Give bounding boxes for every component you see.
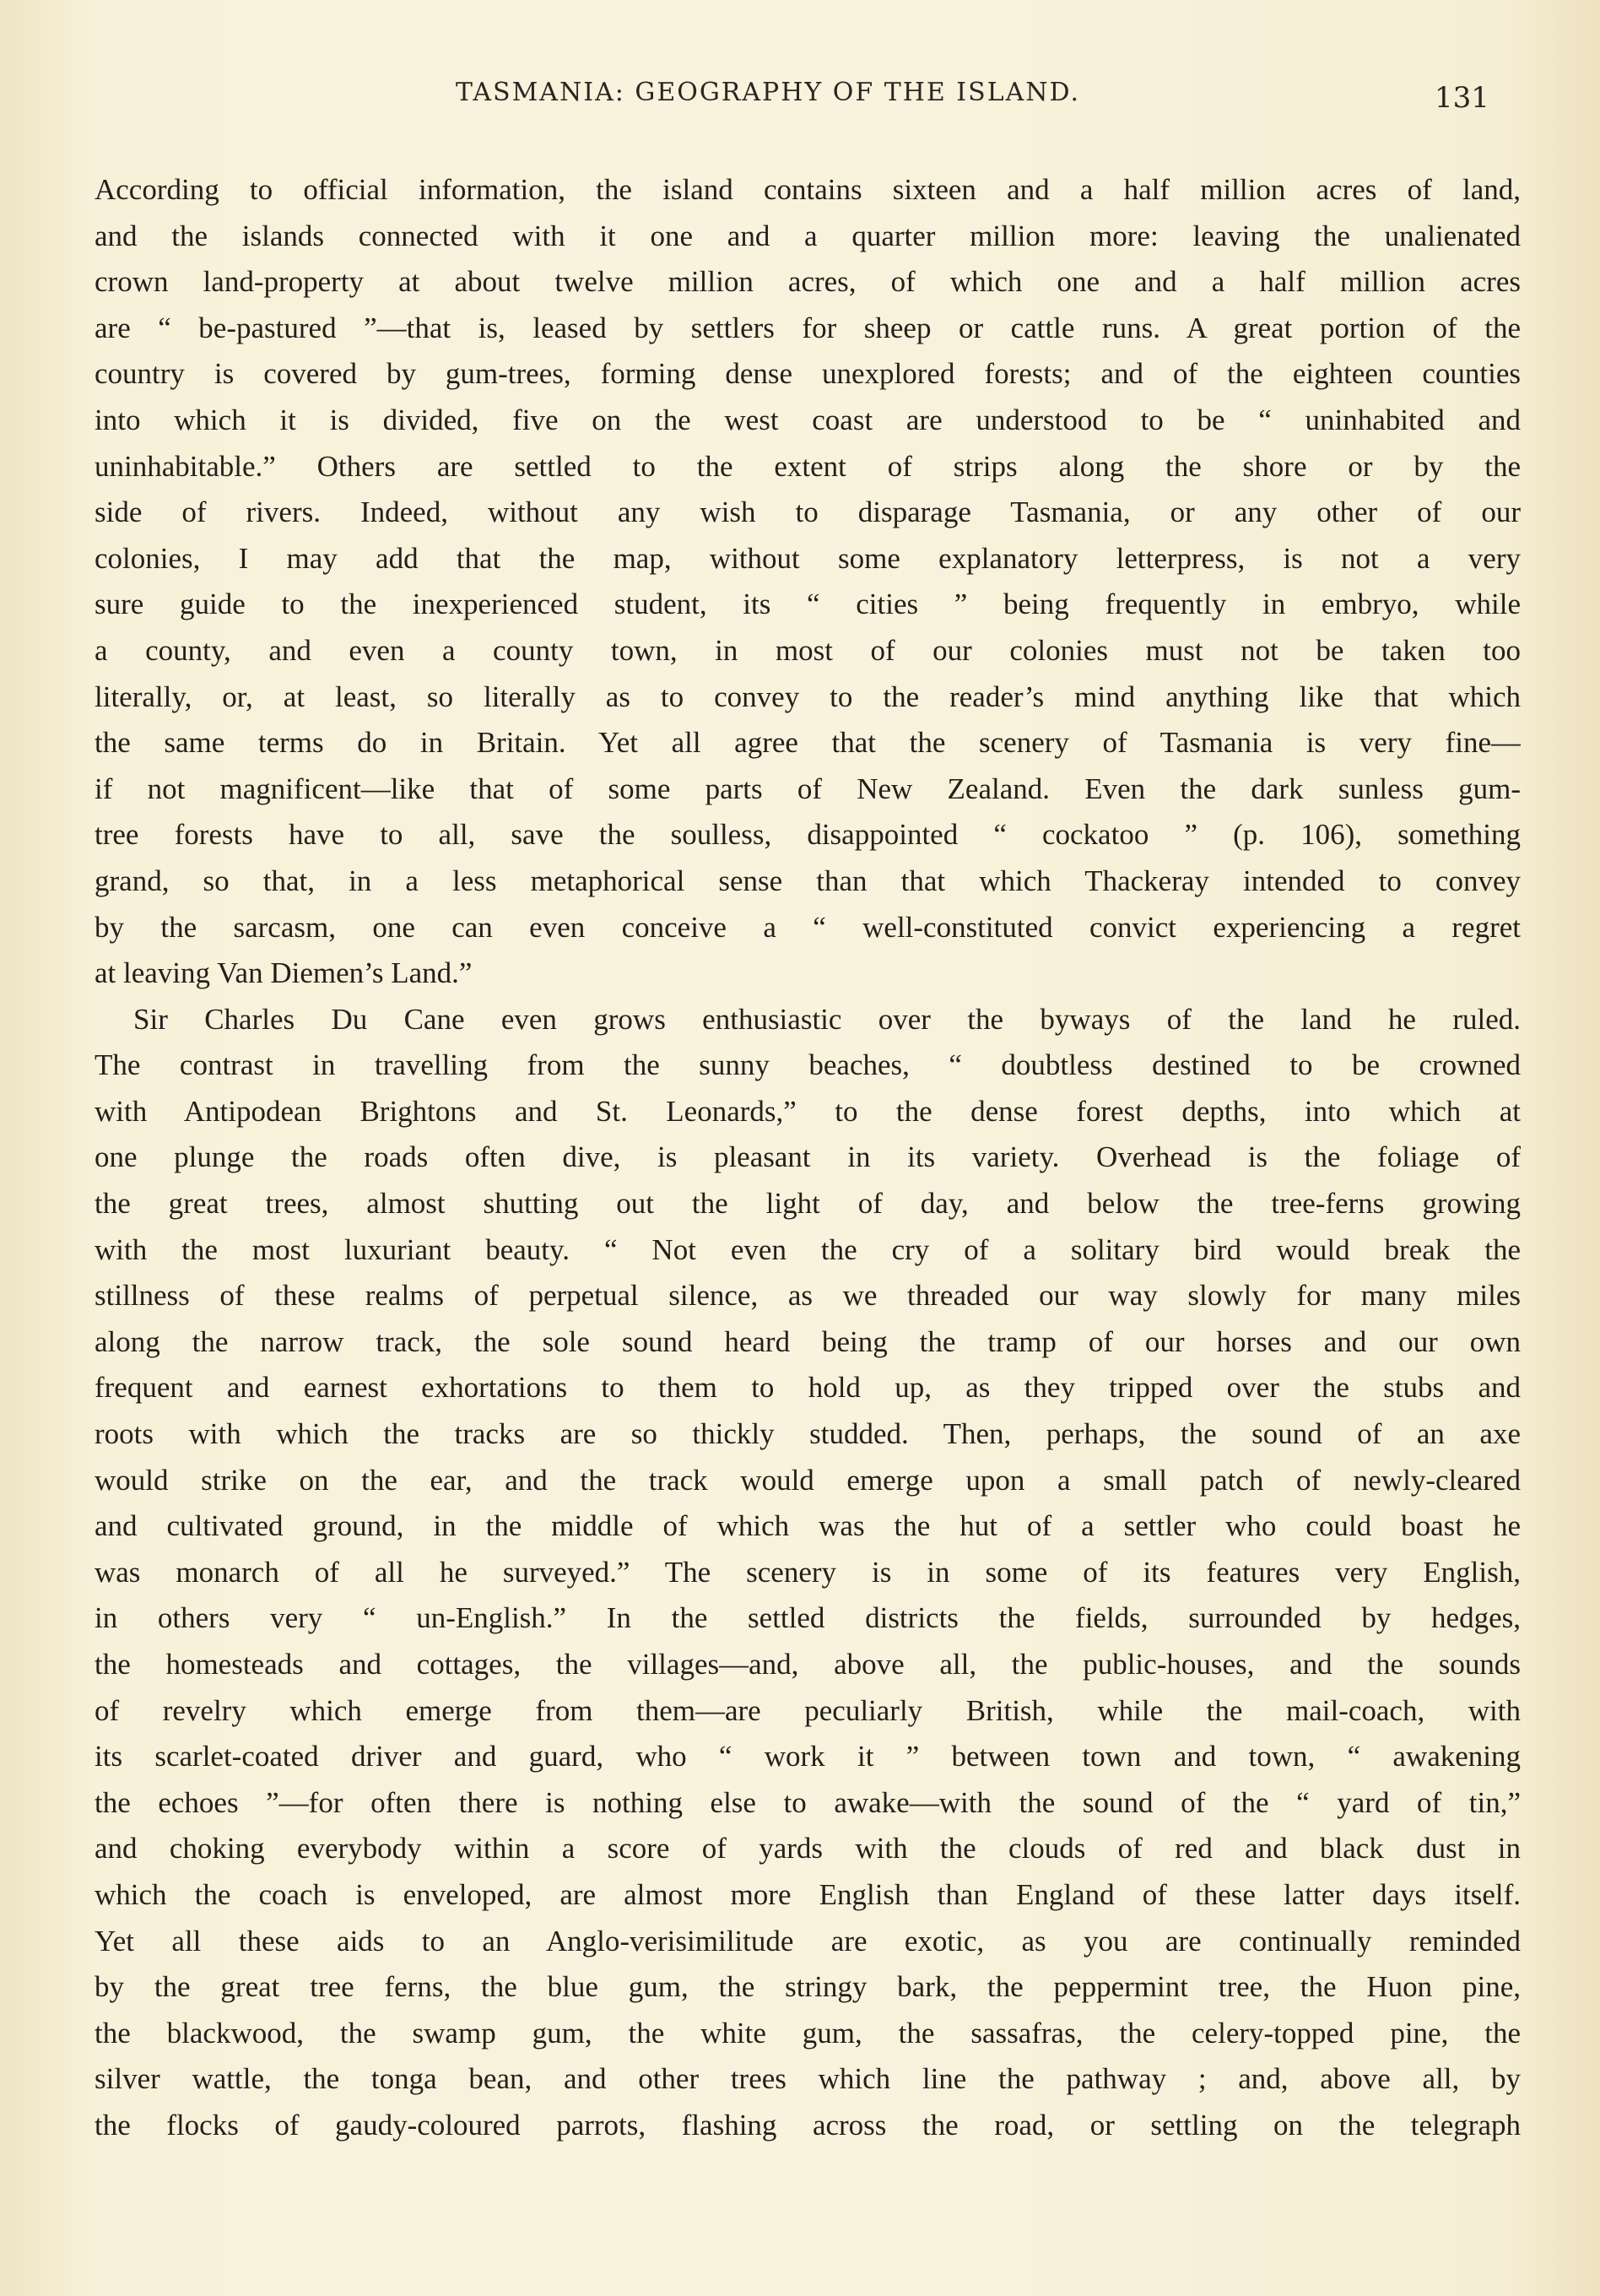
text-line: with Antipodean Brightons and St. Leonards,” to the dense forest depths, into which at xyxy=(95,1094,1521,1128)
text-line: into which it is divided, five on the west coast are understood to be “ uninhabited and xyxy=(95,403,1521,436)
paragraph-start-line: Sir Charles Du Cane even grows enthusiastic over the byways of the land he ruled. xyxy=(133,1002,1521,1036)
text-line: Yet all these aids to an Anglo-verisimilitude are exotic, as you are continually reminded xyxy=(95,1924,1521,1958)
text-line: by the great tree ferns, the blue gum, the stringy bark, the peppermint tree, the Huon pine, xyxy=(95,1970,1521,2004)
text-line: the great trees, almost shutting out the light of day, and below the tree-ferns growing xyxy=(95,1187,1521,1221)
running-title: TASMANIA: GEOGRAPHY OF THE ISLAND. xyxy=(456,78,1081,107)
text-line: and choking everybody within a score of yards with the clouds of red and black dust in xyxy=(95,1832,1521,1866)
text-line: was monarch of all he surveyed.” The scenery is in some of its features very English, xyxy=(95,1555,1521,1589)
text-line: the homesteads and cottages, the villages—and, above all, the public-houses, and the sounds xyxy=(95,1648,1521,1681)
text-line: frequent and earnest exhortations to them to hold up, as they tripped over the stubs and xyxy=(95,1371,1521,1405)
text-line: would strike on the ear, and the track would emerge upon a small patch of newly-cleared xyxy=(95,1463,1521,1497)
text-line: roots with which the tracks are so thickly studded. Then, perhaps, the sound of an axe xyxy=(95,1417,1521,1451)
text-line: stillness of these realms of perpetual silence, as we threaded our way slowly for many miles xyxy=(95,1279,1521,1313)
paragraph-end-line: at leaving Van Diemen’s Land.” xyxy=(95,956,473,990)
text-line: silver wattle, the tonga bean, and other trees which line the pathway ; and, above all, by xyxy=(95,2062,1521,2096)
text-line: are “ be-pastured ”—that is, leased by settlers for sheep or cattle runs. A great portion of the xyxy=(95,311,1521,344)
text-line: the blackwood, the swamp gum, the white gum, the sassafras, the celery-topped pine, the xyxy=(95,2016,1521,2050)
text-line: grand, so that, in a less metaphorical sense than that which Thackeray intended to convey xyxy=(95,864,1521,897)
text-line: in others very “ un-English.” In the settled districts the fields, surrounded by hedges, xyxy=(95,1601,1521,1635)
text-line: side of rivers. Indeed, without any wish to disparage Tasmania, or any other of our xyxy=(95,495,1521,529)
text-line: and cultivated ground, in the middle of which was the hut of a settler who could boast he xyxy=(95,1509,1521,1543)
text-line: sure guide to the inexperienced student, its “ cities ” being frequently in embryo, while xyxy=(95,588,1521,621)
text-line: tree forests have to all, save the soulless, disappointed “ cockatoo ” (p. 106), something xyxy=(95,818,1521,852)
text-line: literally, or, at least, so literally as to convey to the reader’s mind anything like that which xyxy=(95,680,1521,713)
text-line: of revelry which emerge from them—are peculiarly British, while the mail-coach, with xyxy=(95,1693,1521,1727)
page-number: 131 xyxy=(1435,81,1489,115)
text-line: if not magnificent—like that of some parts of New Zealand. Even the dark sunless gum- xyxy=(95,772,1521,805)
text-line: the echoes ”—for often there is nothing else to awake—with the sound of the “ yard of tin,” xyxy=(95,1785,1521,1819)
text-line: country is covered by gum-trees, forming dense unexplored forests; and of the eighteen counties xyxy=(95,357,1521,391)
text-line: the flocks of gaudy-coloured parrots, flashing across the road, or settling on the telegraph xyxy=(95,2108,1521,2142)
text-line: along the narrow track, the sole sound heard being the tramp of our horses and our own xyxy=(95,1324,1521,1358)
text-line: one plunge the roads often dive, is pleasant in its variety. Overhead is the foliage of xyxy=(95,1140,1521,1174)
running-header xyxy=(0,78,1600,120)
text-line: with the most luxuriant beauty. “ Not even the cry of a solitary bird would break the xyxy=(95,1232,1521,1266)
text-line: its scarlet-coated driver and guard, who “ work it ” between town and town, “ awakening xyxy=(95,1740,1521,1773)
text-line: crown land-property at about twelve million acres, of which one and a half million acres xyxy=(95,265,1521,299)
text-line: a county, and even a county town, in most of our colonies must not be taken too xyxy=(95,633,1521,667)
text-line: by the sarcasm, one can even conceive a “ well-constituted convict experiencing a regret xyxy=(95,910,1521,944)
text-line: and the islands connected with it one and a quarter million more: leaving the unalienated xyxy=(95,219,1521,252)
text-line: the same terms do in Britain. Yet all agree that the scenery of Tasmania is very fine— xyxy=(95,726,1521,760)
body-text xyxy=(95,167,1521,2149)
text-line: According to official information, the island contains sixteen and a half million acres of land, xyxy=(95,173,1521,206)
text-line: uninhabitable.” Others are settled to the extent of strips along the shore or by the xyxy=(95,449,1521,483)
text-line: which the coach is enveloped, are almost more English than England of these latter days itself. xyxy=(95,1877,1521,1911)
text-line: colonies, I may add that the map, without some explanatory letterpress, is not a very xyxy=(95,541,1521,575)
text-line: The contrast in travelling from the sunny beaches, “ doubtless destined to be crowned xyxy=(95,1048,1521,1082)
